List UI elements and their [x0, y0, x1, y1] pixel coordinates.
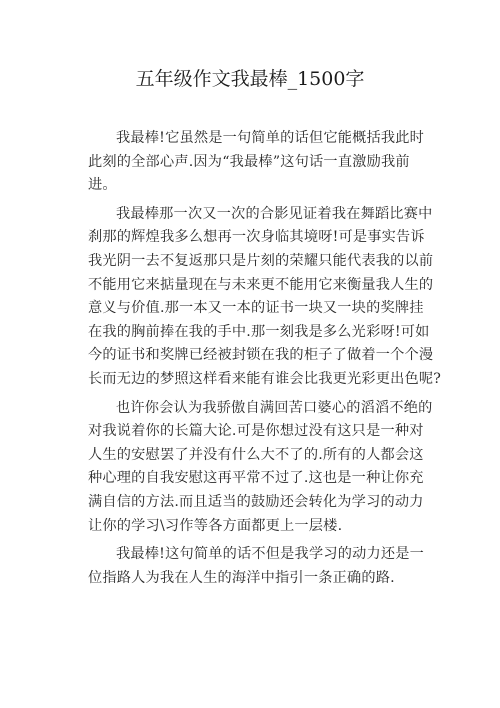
text-line: 种心理的自我安慰这再平常不过了.这也是一种让你充 [88, 470, 424, 487]
text-line: 刹那的辉煌我多么想再一次身临其境呀!可是事实告诉 [88, 229, 425, 246]
text-line: 长而无边的梦照这样看来能有谁会比我更光彩更出色呢? [88, 370, 442, 387]
paragraph-4 [88, 543, 428, 590]
text-line: 对我说着你的长篇大论.可是你想过没有这只是一种对 [88, 423, 424, 440]
text-line: 进。 [88, 177, 117, 194]
paragraph-3 [88, 397, 433, 539]
text-line: 我最棒!它虽然是一句简单的话但它能概括我此时 [116, 130, 425, 146]
text-line: 意义与价值.那一本又一本的证书一块又一块的奖牌挂 [88, 300, 424, 317]
text-line: 也许你会认为我骄傲自满回苦口婆心的滔滔不绝的 [116, 399, 433, 416]
text-line: 我光阴一去不复返那只是片刻的荣耀只能代表我的以前 [88, 252, 434, 269]
text-line: 人生的安慰罢了并没有什么大不了的.所有的人都会这 [88, 446, 424, 463]
text-line: 位指路人为我在人生的海洋中指引一条正确的路. [88, 569, 395, 586]
document-body [88, 127, 442, 595]
text-line: 我最棒那一次又一次的合影见证着我在舞蹈比赛中 [116, 205, 433, 222]
text-line: 让你的学习\习作等各方面都更上一层楼. [88, 517, 343, 534]
text-line: 今的证书和奖牌已经被封锁在我的柜子了做着一个个漫 [88, 347, 434, 364]
text-line: 满自信的方法.而且适当的鼓励还会转化为学习的动力 [88, 493, 424, 510]
paragraph-2 [88, 203, 442, 392]
document-title: 五年级作文我最棒_1500字 [135, 68, 365, 90]
text-line: 我最棒!这句简单的话不但是我学习的动力还是一 [116, 546, 425, 563]
text-line: 此刻的全部心声.因为“我最棒”这句话一直激励我前 [88, 153, 410, 170]
paragraph-1 [88, 127, 428, 198]
text-line: 在我的胸前捧在我的手中.那一刻我是多么光彩呀!可如 [88, 323, 430, 340]
text-line: 不能用它来掂量现在与未来更不能用它来衡量我人生的 [88, 276, 434, 293]
